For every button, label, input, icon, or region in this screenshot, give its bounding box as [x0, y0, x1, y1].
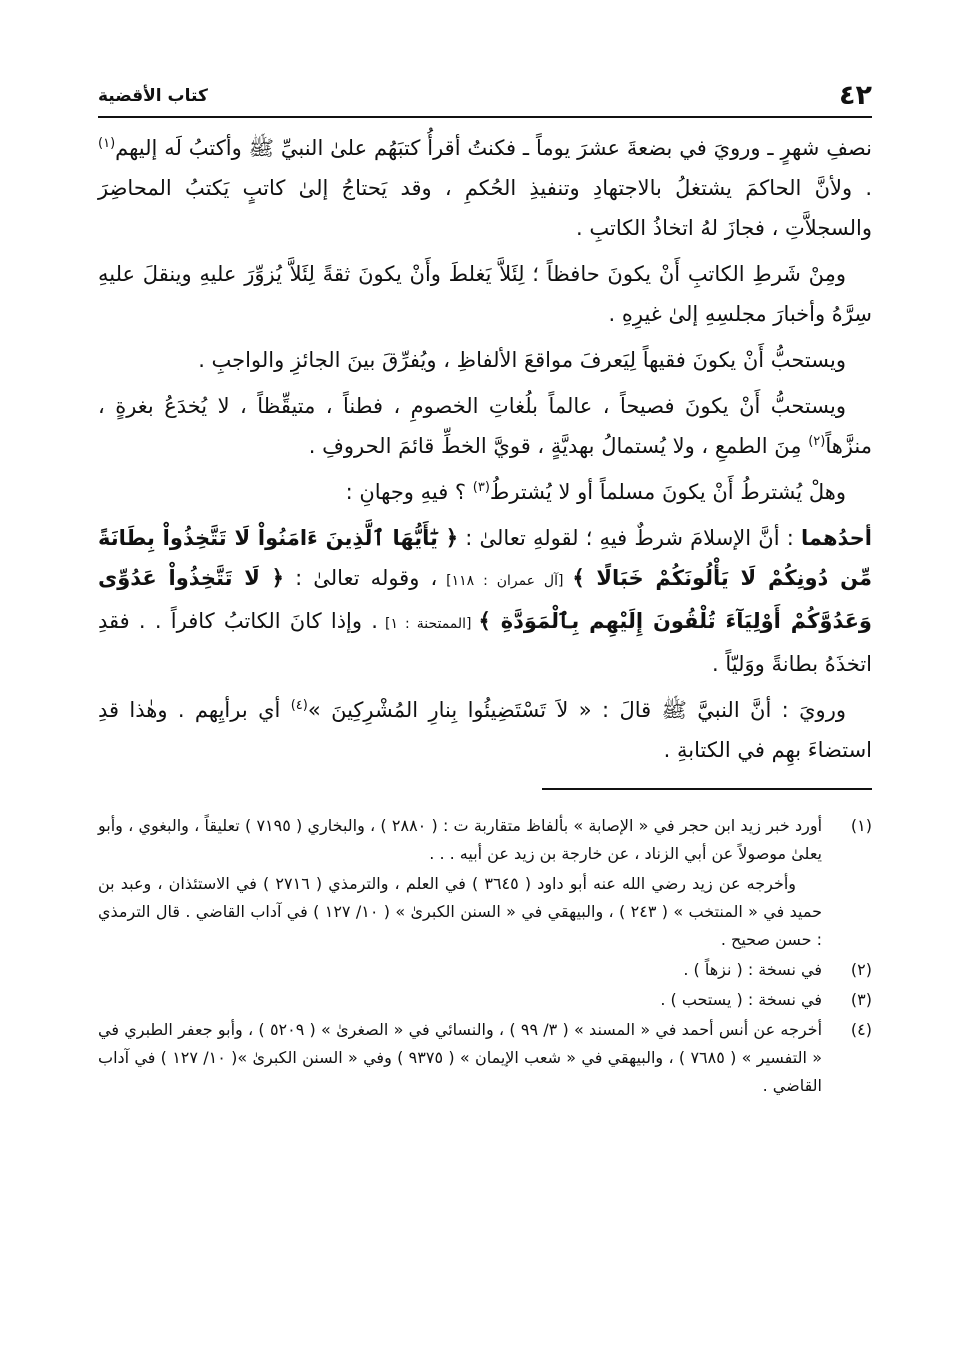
page-header: [98, 76, 872, 118]
footnote-ref[interactable]: (٤): [290, 698, 308, 713]
footnote-text: أخرجه عن أنس أحمد في « المسند » ( ٣/ ٩٩ ) ، والنسائي في « الصغرىٰ » ( ٥٢٠٩ ) ، وأبو جعفر الطبري في « التفسير » ( ٧٦٨٥ ) ، والبيهقي في « شعب الإيمان » ( ٩٣٧٥ ) وفي « السنن الكبرىٰ »( ١٠/ ١٢٧ ) في آداب القاضي .: [98, 1020, 823, 1095]
footnote-ref[interactable]: (١): [98, 136, 116, 151]
paragraph: ومِنْ شَرطِ الكاتبِ أَنْ يكونَ حافظاً ؛ لِئَلاَّ يَغلطَ وأَنْ يكونَ ثقةً لِئَلاَّ يُزوِّرَ عليهِ وينقلَ عليهِ سِرَّهُ وأخبارَ مجلسِهِ إلىٰ غيرِهِ .: [98, 262, 872, 326]
paragraph: ويستحبُّ أَنْ يكونَ فقيهاً لِيَعرفَ مواقعَ الألفاظِ ، ويُفرِّقَ بينَ الجائزِ والواجبِ .: [198, 348, 846, 372]
paragraph: نصفِ شهرٍ ـ ورويَ في بضعةَ عشرَ يوماً ـ فكنتُ أقرأُ كتبَهُم علىٰ النبيِّ ﷺ وأكتبُ لَه إليهم$^{(١)}$ . ولأنَّ الحاكمَ يشتغلُ بالاجتهادِ وتنفيذِ الحُكمِ ، وقد يَحتاجُ إلىٰ كاتبٍ يَكتبُ المحاضِرَ والسجلاَّتِ ، فجازَ لهُ اتخاذُ الكاتبِ .: [98, 136, 872, 240]
footnote-number: (٤): [850, 1020, 872, 1039]
paragraph: ويستحبُّ أَنْ يكونَ فصيحاً ، عالماً بلُغاتِ الخصومِ ، فطناً ، متيقِّظاً ، لا يُخدَعُ بغرةٍ ، منزَّهاً$^{(٢)}$ مِنَ الطمعِ ، ولا يُستمالُ بهديَّةٍ ، قويَّ الخطِّ قائمَ الحروفِ .: [98, 394, 872, 458]
footnote: [98, 1016, 872, 1100]
footnote-ref[interactable]: (٣): [472, 480, 490, 495]
section-label: أحدُهما: [801, 526, 872, 550]
running-title: كتاب الأقضية: [98, 86, 208, 106]
footnotes: [98, 812, 872, 1100]
footnote: [98, 986, 872, 1014]
page-number: ٤٢: [839, 80, 872, 111]
quran-verse: ﴿ لَا تَتَّخِذُواْ عَدُوِّى وَعَدُوَّكُمْ أَوْلِيَآءَ تُلْقُونَ إِلَيْهِم بِٱلْمَوَدَّةِ ﴾: [98, 566, 872, 633]
footnote-text: في نسخة : ( يستحب ) .: [660, 990, 822, 1009]
footnote-number: (٢): [850, 960, 872, 979]
footnote: [98, 812, 872, 868]
verse-reference: [الممتحنة : ١]: [377, 616, 479, 632]
footnote-text: أورد خبر زيد ابن حجر في « الإصابة » بألفاظ متقاربة ت : ( ٢٨٨٠ ) ، والبخاري ( ٧١٩٥ ) تعليقاً ، والبغوي ، وأبو يعلىٰ موصولاً عن أبي الزناد ، عن خارجة بن زيد عن أبيه . . .: [98, 816, 823, 863]
main-text: [98, 128, 872, 770]
footnote: [98, 956, 872, 984]
quran-verse: ﴿ يَٰٓأَيُّهَا ٱلَّذِينَ ءَامَنُواْ لَا تَتَّخِذُواْ بِطَانَةً مِّن دُونِكُمْ لَا يَأْلُونَكُمْ خَبَالًا ﴾: [98, 526, 872, 590]
footnote-separator: [542, 788, 872, 790]
paragraph: وهلْ يُشترطُ أَنْ يكونَ مسلماً أو لا يُشترطُ$^{(٣)}$ ؟ فيهِ وجهانِ :: [345, 480, 846, 504]
footnote-number: (٣): [850, 990, 872, 1009]
footnote-text: وأخرجه عن زيد رضي الله عنه أبو داود ( ٣٦٤٥ ) في العلم ، والترمذي ( ٢٧١٦ ) في الاستئذان ، وعبد بن حميد في « المنتخب » ( ٢٤٣ ) ، والبيهقي في « السنن الكبرىٰ » ( ١٠/ ١٢٧ ) في آداب القاضي . قال الترمذي : حسن صحيح .: [98, 874, 823, 949]
paragraph: أحدُهما : أنَّ الإسلامَ شرطٌ فيهِ ؛ لقولهِ تعالىٰ : ﴿ يَٰٓأَيُّهَا ٱلَّذِينَ ءَامَنُواْ لَا تَتَّخِذُواْ بِطَانَةً مِّن دُونِكُمْ لَا يَأْلُونَكُمْ خَبَالًا ﴾ [آل عمران : ١١٨] ، وقوله تعالىٰ : ﴿ لَا تَتَّخِذُواْ عَدُوِّى وَعَدُوَّكُمْ أَوْلِيَآءَ تُلْقُونَ إِلَيْهِم بِٱلْمَوَدَّةِ ﴾ [الممتحنة : ١] . وإذا كانَ الكاتبُ كافراً . . فقدِ اتخذَهُ بطانةً ووَليّاً .: [98, 526, 872, 676]
verse-reference: [آل عمران : ١١٨]: [437, 573, 573, 589]
footnote-text: في نسخة : ( نزهاً ) .: [683, 960, 822, 979]
book-page: [98, 76, 872, 1326]
paragraph: ورويَ : أنَّ النبيَّ ﷺ قالَ : « لاَ تَسْتَضِيئُوا بِنارِ المُشْرِكِينَ »$^{(٤)}$ أي برأيِهم . وهٰذا قدِ استضاءَ بهِم في الكتابةِ .: [98, 698, 872, 762]
footnote-ref[interactable]: (٢): [808, 434, 826, 449]
footnote-number: (١): [850, 816, 872, 835]
